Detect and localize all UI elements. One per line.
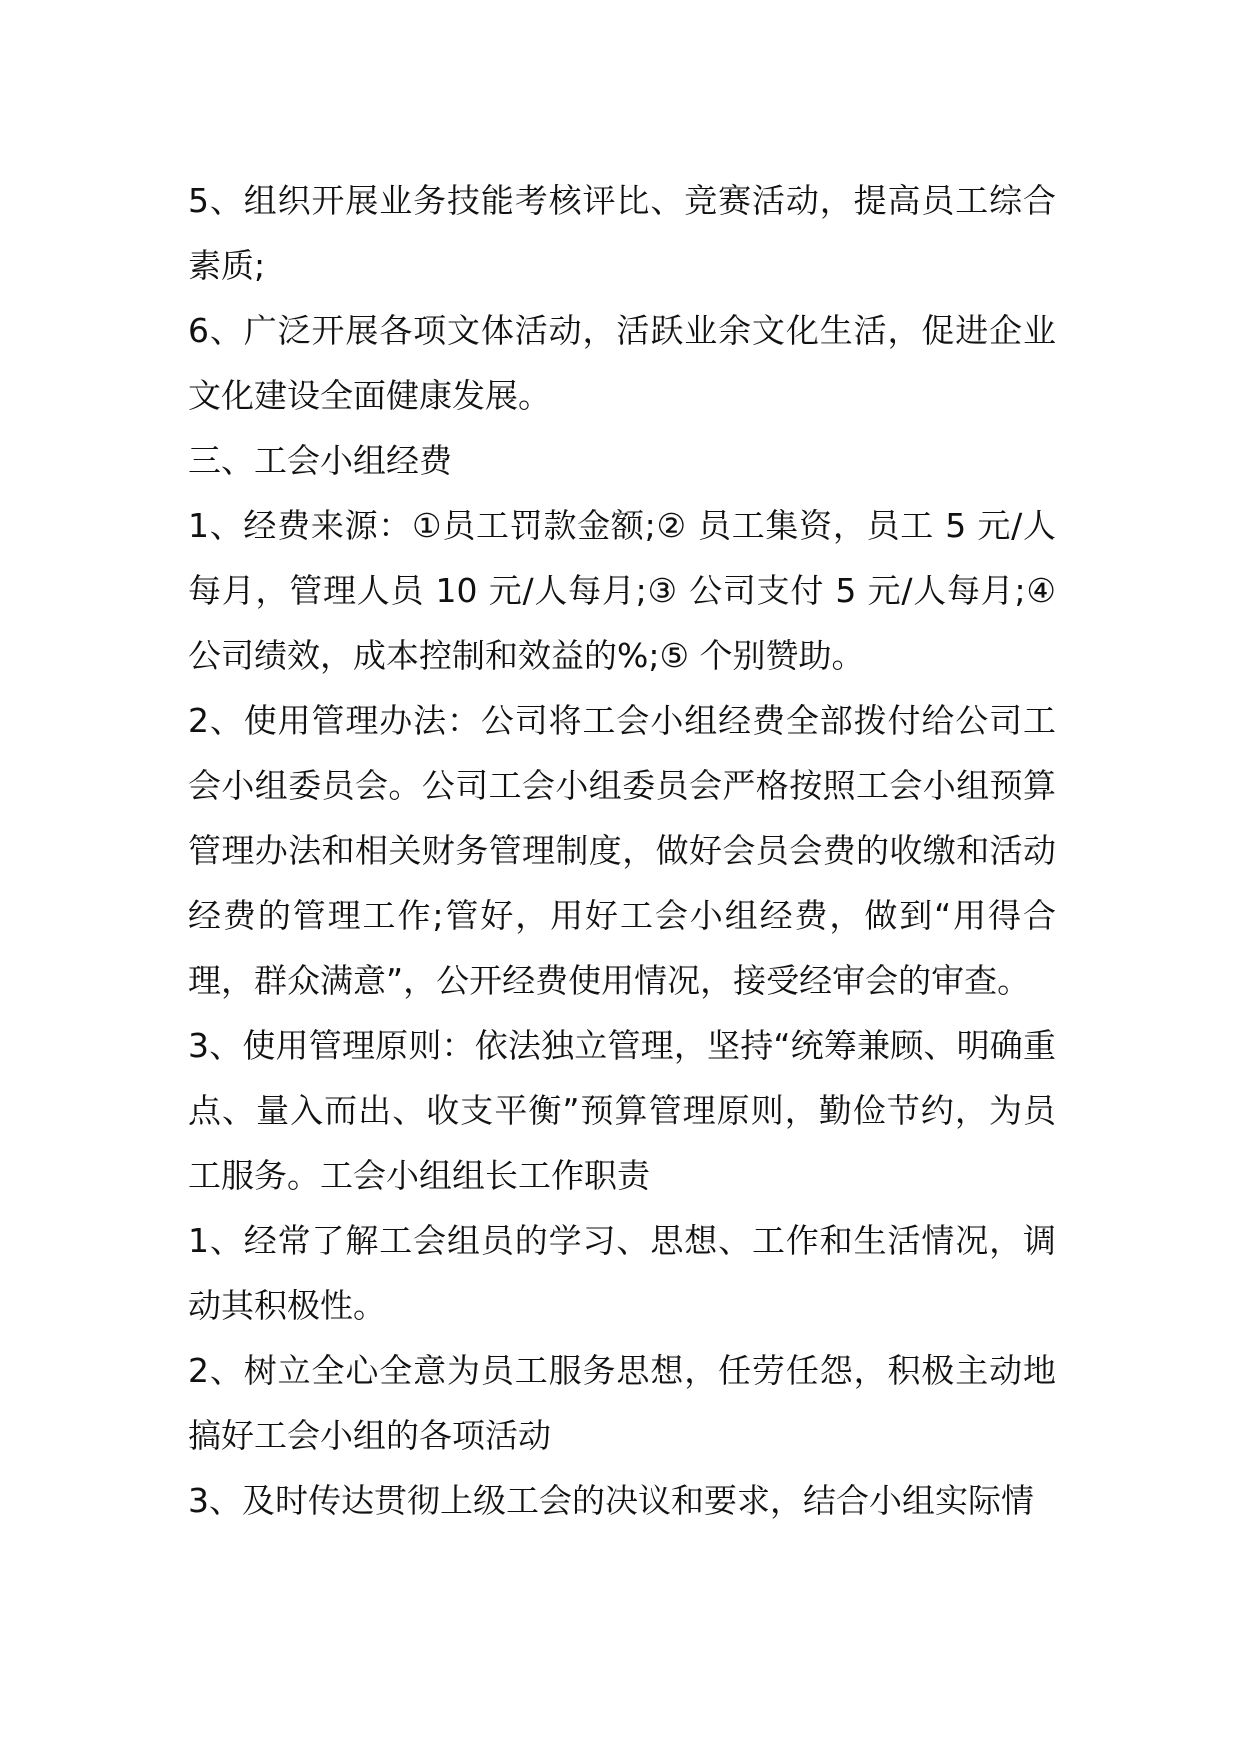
paragraph-item-5: 5、组织开展业务技能考核评比、竞赛活动，提高员工综合素质; bbox=[188, 181, 1056, 285]
paragraph-duty-2: 2、树立全心全意为员工服务思想，任劳任怨，积极主动地搞好工会小组的各项活动 bbox=[188, 1351, 1056, 1455]
paragraph-duty-1: 1、经常了解工会组员的学习、思想、工作和生活情况，调动其积极性。 bbox=[188, 1221, 1056, 1325]
paragraph-fund-source: 1、经费来源：①员工罚款金额;② 员工集资，员工 5 元/人每月，管理人员 10 元/人每月;③ 公司支付 5 元/人每月;④ 公司绩效，成本控制和效益的%;⑤ 个别赞助。 bbox=[188, 506, 1056, 675]
document-body bbox=[188, 168, 1056, 1533]
section-heading-funds: 三、工会小组经费 bbox=[188, 441, 452, 480]
paragraph-item-6: 6、广泛开展各项文体活动，活跃业余文化生活，促进企业文化建设全面健康发展。 bbox=[188, 311, 1056, 415]
paragraph-fund-principles: 3、使用管理原则：依法独立管理，坚持“统筹兼顾、明确重点、量入而出、收支平衡”预算管理原则，勤俭节约，为员工服务。工会小组组长工作职责 bbox=[188, 1026, 1056, 1195]
paragraph-duty-3: 3、及时传达贯彻上级工会的决议和要求，结合小组实际情 bbox=[188, 1481, 1034, 1520]
paragraph-fund-management: 2、使用管理办法：公司将工会小组经费全部拨付给公司工会小组委员会。公司工会小组委员会严格按照工会小组预算管理办法和相关财务管理制度，做好会员会费的收缴和活动经费的管理工作;管好，用好工会小组经费，做到“用得合理，群众满意”，公开经费使用情况，接受经审会的审查。 bbox=[188, 701, 1056, 1000]
